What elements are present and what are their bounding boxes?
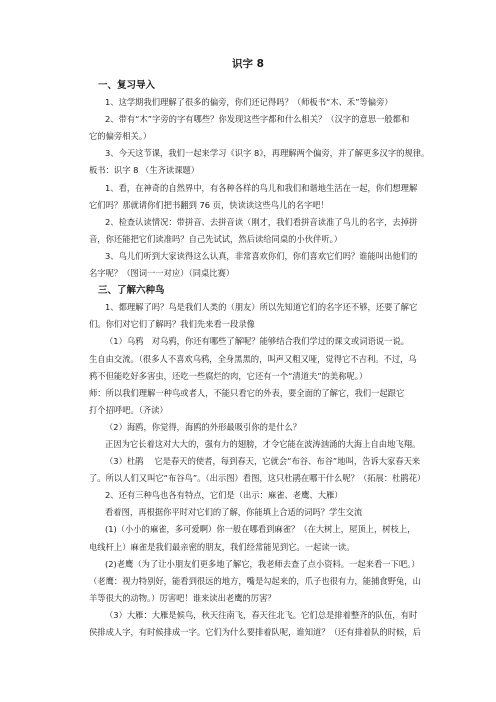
section-heading: 三、了解六种鸟 xyxy=(98,285,165,297)
paragraph-line: （3）杜鹃 它是春天的使者，每到春天，它就会“布谷、布谷”地叫，告诉大家春天来 xyxy=(105,456,421,467)
paragraph-line: （2）海鸥，你觉得，海鸥的外形最吸引你的是什么？ xyxy=(105,421,302,432)
document-body xyxy=(89,77,430,641)
paragraph-line: 正因为它长着这对大大的，强有力的翅膀，才令它能在波涛汹涌的大海上自由地飞翔。 xyxy=(105,438,421,449)
document-title: 识字 8 xyxy=(232,58,264,70)
paragraph-line: 了。所以人们又叫它“布谷鸟”。（出示图）看图，这只杜鹃在哪干什么呢？（拓展：杜鹃花） xyxy=(89,473,426,484)
paragraph-line: 羊等很大的动物。）厉害吧！谁来读出老鹰的厉害？ xyxy=(89,592,276,603)
paragraph-line: 它的偏旁相关。） xyxy=(89,131,152,142)
paragraph-line: 它们吗？那就请你们把书翻到 76 页，快读读这些鸟儿的名字吧！ xyxy=(89,199,329,210)
paragraph-line: (2)老鹰（为了让小朋友们更多地了解它，我老师去查了点小资料。一起来看一下吧。） xyxy=(105,558,420,569)
paragraph-line: （3）大雁：大雁是候鸟，秋天往南飞，春天往北飞。它们总是排着整齐的队伍，有时 xyxy=(105,609,418,620)
paragraph-line: 名字呢？（图词一一对应）（同桌比赛） xyxy=(89,268,235,279)
paragraph-line: 3、鸟儿们听到大家读得这么认真，非常喜欢你们，你们喜欢它们吗？谁能叫出他们的 xyxy=(105,250,418,261)
paragraph-line: 看着图，再根据你平时对它们的了解，你能填上合适的词吗？学生交流 xyxy=(105,507,363,518)
paragraph-line: 鸦不但能吃好多害虫，还吃一些腐烂的肉，它还有一个“清道夫”的美称呢。） xyxy=(89,370,368,381)
paragraph-line: （1）乌鸦 对乌鸦，你还有哪些了解呢？能够结合我们学过的课文或词语说一说。 xyxy=(105,336,409,347)
paragraph-line: 2、检查认读情况：带拼音、去拼音读（刚才，我们看拼音读准了鸟儿的名字，去掉拼 xyxy=(105,216,418,227)
paragraph-line: 生自由交流。（很多人不喜欢乌鸦，全身黑黑的，叫声又粗又哑，觉得它不吉利。不过，乌 xyxy=(89,353,417,364)
paragraph-line: 们。你们对它们了解吗？我们先来看一段录像 xyxy=(89,319,255,330)
paragraph-line: 打个招呼吧。（齐读） xyxy=(89,404,168,415)
paragraph-line: 1、这学期我们理解了很多的偏旁，你们还记得吗？（师板书“木、禾”等偏旁） xyxy=(105,97,393,108)
paragraph-line: 师：所以我们理解一种鸟或者人，不能只看它的外表，要全面的了解它，我们一起跟它 xyxy=(89,387,405,398)
paragraph-line: 2、带有“木”字旁的字有哪些？你发现这些字都和什么相关？（汉字的意思一般都和 xyxy=(105,114,410,125)
paragraph-line: 电线杆上）麻雀是我们最亲密的朋友，我们经常能见到它。一起读一读。 xyxy=(89,541,355,552)
paragraph-line: 1、看，在神奇的自然界中，有各种各样的鸟儿和我们和谐地生活在一起，你们想理解 xyxy=(105,182,418,193)
paragraph-line: 2、还有三种鸟也各有特点，它们是（出示：麻雀、老鹰、大雁） xyxy=(105,490,343,501)
paragraph-line: 音，你还能把它们读准吗？自己先试试，然后读给同桌的小伙伴听。） xyxy=(89,233,343,244)
paragraph-line: （老鹰：视力特别好，能看到很远的地方，嘴是勾起来的，爪子也很有力，能捕食野兔，山 xyxy=(89,575,421,586)
paragraph-line: 3、今天这节课，我们一起来学习《识字 8》，再理解两个偏旁，并了解更多汉字的规律。 xyxy=(105,148,430,159)
paragraph-line: 侯排成人字，有时候排成一字。它们为什么要排着队呢，谁知道？（还有排着队的时候，后 xyxy=(89,627,421,637)
section-heading: 一、复习导入 xyxy=(98,80,156,91)
paragraph-line: 板书：识字 8 （生齐读课题） xyxy=(89,165,200,176)
paragraph-line: (1)（小小的麻雀，多可爱啊）你一般在哪看到麻雀？（在大树上，屋顶上，树枝上， xyxy=(105,524,416,535)
paragraph-line: 1、都理解了吗？鸟是我们人类的（朋友）所以先知道它们的名字还不够，还要了解它 xyxy=(105,302,418,313)
